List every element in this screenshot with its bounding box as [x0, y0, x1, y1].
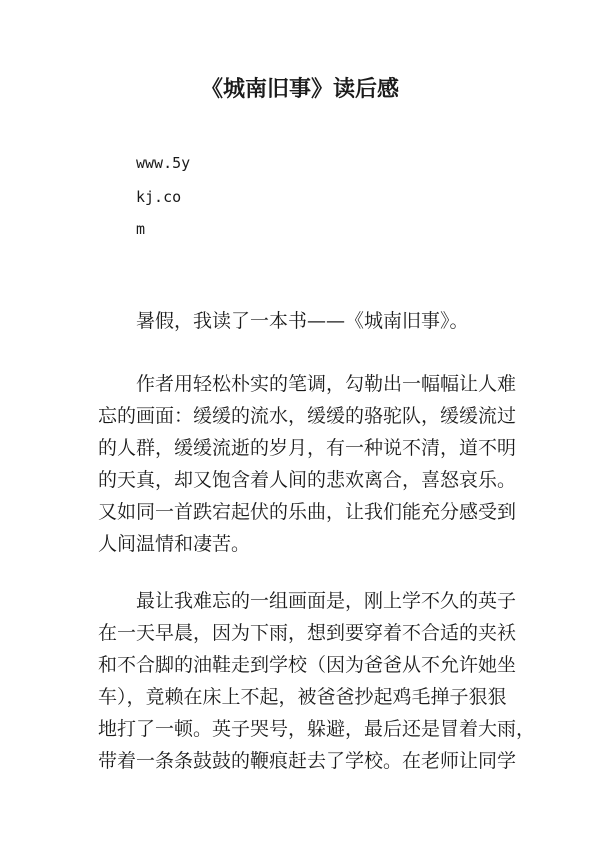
paragraph-2	[98, 368, 517, 560]
watermark-line-3: m	[136, 220, 146, 238]
paragraph-line: 最让我难忘的一组画面是，刚上学不久的英子	[98, 590, 517, 612]
paragraph-line: 带着一条条鼓鼓的鞭痕赶去了学校。在老师让同学	[98, 750, 517, 772]
watermark-line-2: kj.co	[136, 188, 182, 206]
paragraph-line: 在一天早晨，因为下雨，想到要穿着不合适的夹袄	[98, 622, 517, 644]
paragraph-line: 的人群，缓缓流逝的岁月，有一种说不清，道不明	[98, 437, 517, 459]
paragraph-line: 和不合脚的油鞋走到学校（因为爸爸从不允许她坐	[98, 654, 517, 676]
paragraph-line: 人间温情和凄苦。	[98, 533, 251, 555]
paragraph-1	[98, 305, 498, 337]
paragraph-line: 忘的画面：缓缓的流水，缓缓的骆驼队，缓缓流过	[98, 405, 517, 427]
document-title: 《城南旧事》读后感	[200, 77, 399, 102]
paragraph-line: 又如同一首跌宕起伏的乐曲，让我们能充分感受到	[98, 501, 517, 523]
paragraph-line: 地打了一顿。英子哭号，躲避，最后还是冒着大雨，	[98, 718, 536, 740]
paragraph-line: 作者用轻松朴实的笔调，勾勒出一幅幅让人难	[98, 373, 517, 395]
paragraph-line: 车），竟赖在床上不起，被爸爸抄起鸡毛掸子狠狠	[98, 686, 507, 708]
paragraph-line: 暑假，我读了一本书——《城南旧事》。	[98, 310, 469, 332]
paragraph-line: 的天真，却又饱含着人间的悲欢离合，喜怒哀乐。	[98, 469, 517, 491]
watermark-line-1: www.5y	[136, 154, 191, 172]
paragraph-3	[98, 585, 536, 777]
